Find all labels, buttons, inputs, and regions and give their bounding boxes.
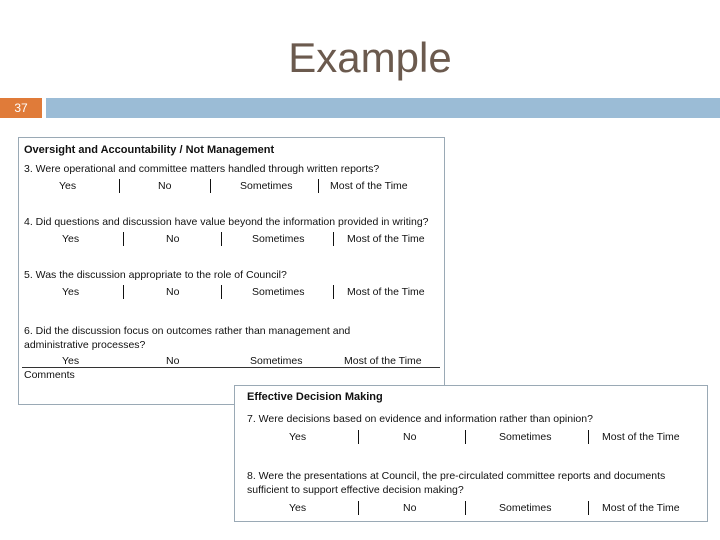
option-sometimes[interactable]: Sometimes	[252, 286, 305, 298]
question-8: 8. Were the presentations at Council, the pre-circulated committee reports and documents sufficient to support effective decision making?	[247, 470, 666, 496]
question-5-options	[19, 286, 439, 302]
slide-number: 37	[0, 98, 42, 118]
question-8-options	[235, 502, 705, 518]
option-separator	[119, 179, 120, 193]
question-6: 6. Did the discussion focus on outcomes rather than management and administrative processes?	[24, 325, 351, 351]
option-no[interactable]: No	[403, 502, 417, 514]
header-bar	[46, 98, 720, 118]
option-separator	[318, 179, 319, 193]
oversight-form-panel	[18, 137, 445, 405]
question-4: 4. Did questions and discussion have value beyond the information provided in writing?	[24, 216, 429, 228]
option-yes[interactable]: Yes	[62, 355, 80, 367]
option-sometimes[interactable]: Sometimes	[240, 180, 293, 192]
decision-heading: Effective Decision Making	[247, 391, 383, 403]
option-no[interactable]: No	[403, 431, 417, 443]
option-no[interactable]: No	[158, 180, 172, 192]
slide-title: Example	[288, 34, 452, 81]
question-5: 5. Was the discussion appropriate to the role of Council?	[24, 269, 287, 281]
question-7-options	[235, 431, 705, 447]
option-no[interactable]: No	[166, 286, 180, 298]
question-6-options	[19, 355, 439, 371]
option-separator	[123, 232, 124, 246]
option-yes[interactable]: Yes	[62, 233, 80, 245]
option-separator	[221, 232, 222, 246]
option-no[interactable]: No	[166, 355, 180, 367]
comments-label: Comments	[24, 369, 75, 381]
question-3-options	[19, 180, 439, 196]
option-separator	[333, 232, 334, 246]
option-yes[interactable]: Yes	[289, 431, 307, 443]
option-yes[interactable]: Yes	[289, 502, 307, 514]
divider-line	[22, 367, 440, 368]
oversight-heading: Oversight and Accountability / Not Management	[24, 144, 275, 156]
question-7: 7. Were decisions based on evidence and information rather than opinion?	[247, 413, 593, 425]
option-most-of-the-time[interactable]: Most of the Time	[602, 431, 680, 443]
option-separator	[210, 179, 211, 193]
option-most-of-the-time[interactable]: Most of the Time	[330, 180, 408, 192]
option-separator	[333, 285, 334, 299]
option-separator	[588, 501, 589, 515]
option-separator	[465, 430, 466, 444]
option-separator	[221, 285, 222, 299]
option-most-of-the-time[interactable]: Most of the Time	[344, 355, 422, 367]
option-most-of-the-time[interactable]: Most of the Time	[602, 502, 680, 514]
option-no[interactable]: No	[166, 233, 180, 245]
option-most-of-the-time[interactable]: Most of the Time	[347, 286, 425, 298]
option-separator	[465, 501, 466, 515]
question-4-options	[19, 233, 439, 249]
option-separator	[123, 285, 124, 299]
option-separator	[588, 430, 589, 444]
question-3: 3. Were operational and committee matters handled through written reports?	[24, 163, 380, 175]
option-separator	[358, 501, 359, 515]
option-sometimes[interactable]: Sometimes	[252, 233, 305, 245]
option-yes[interactable]: Yes	[59, 180, 77, 192]
option-sometimes[interactable]: Sometimes	[499, 431, 552, 443]
option-most-of-the-time[interactable]: Most of the Time	[347, 233, 425, 245]
option-yes[interactable]: Yes	[62, 286, 80, 298]
option-sometimes[interactable]: Sometimes	[250, 355, 303, 367]
option-separator	[358, 430, 359, 444]
decision-making-panel	[234, 385, 708, 522]
option-sometimes[interactable]: Sometimes	[499, 502, 552, 514]
